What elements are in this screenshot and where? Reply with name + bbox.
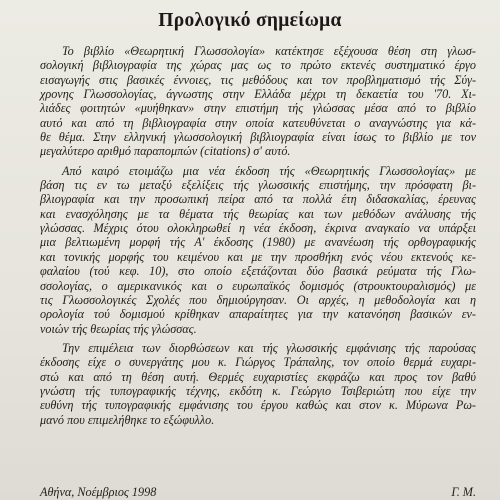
text-line: και ενασχόλησης με τα θέματα τής θεωρίας και των μεθόδων ανάλυσης τής	[40, 206, 476, 221]
text-line: εισαγωγής στις βασικές έννοιες, τις μεθόδους και τον προβληματισμό τής Σύγ-	[40, 72, 476, 87]
text-line: Το βιβλίο «Θεωρητική Γλωσσολογία» κατέκτησε εξέχουσα θέση στη γλωσ-	[62, 44, 476, 58]
text-line: μεγαλύτερο αριθμό παραπομπών (citations) σ' αυτό.	[40, 144, 291, 159]
text-line: ορολογία τού δομισμού κρίθηκαν απαραίτητες για την κατανόηση βασικών εν-	[40, 307, 476, 322]
text-line: τις Γλωσσολογικές Σχολές που δημιούργησαν. Οι αρχές, η μεθοδολογία και η	[40, 292, 476, 307]
text-line: έκδοσης είχε ο συνεργάτης μου κ. Γιώργος Τράπαλης, τον οποίο θερμά ευχαρι-	[40, 355, 476, 370]
text-line: στώ και από τη θέση αυτή. Θερμές ευχαριστίες εκφράζω και προς τον βαθύ	[40, 369, 476, 384]
text-line: χρονης Γλωσσολογίας, άγνωστης στην Ελλάδα μέχρι τη δεκαετία του '70. Χι-	[40, 87, 476, 102]
paragraph-2	[40, 164, 476, 336]
text-line: Την επιμέλεια των διορθώσεων και τής γλωσσικής εμφάνισης τής παρούσας	[62, 340, 476, 355]
paragraph-1	[40, 44, 476, 159]
text-line: βάση τις εν τω μεταξύ εξελίξεις τής γλωσσικής επιστήμης, την πρόσφατη βι-	[40, 178, 476, 193]
text-line: σολογική βιβλιογραφία της χώρας μας ως το πρώτο εκτενές συστηματικό έργο	[40, 58, 476, 73]
text-line: μανό που επιμελήθηκε το εξώφυλλο.	[40, 412, 215, 427]
text-line: βλιογραφία και την προσωπική πείρα από τα πολλά έτη διδασκαλίας, έρευνας	[40, 192, 476, 207]
text-line: γλώσσας. Μέχρις ότου ολοκληρωθεί η νέα έκδοση, έκρινα αναγκαίο να υπάρξει	[40, 221, 476, 236]
paragraph-3	[40, 341, 476, 427]
signature-footer	[40, 485, 476, 500]
text-line: φαλαίου (τού κεφ. 10), στο οποίο εξετάζονται δύο βασικά ρεύματα τής Γλω-	[40, 264, 476, 279]
place-date: Αθήνα, Νοέμβριος 1998	[40, 485, 157, 499]
text-line: θε θέμα. Στην ελληνική γλωσσολογική βιβλιογραφία είναι ίσως το βιβλίο με τον	[40, 130, 476, 145]
text-line: λιάδες φοιτητών «μυήθηκαν» στην επιστήμη τής γλώσσας μέσα από το βιβλίο	[40, 101, 476, 116]
text-line: αυτό και από τη βιβλιογραφία στην οποία κατευθύνεται ο αναγνώστης για κά-	[40, 115, 476, 130]
text-line: και τονικής μορφής του κειμένου και με την προσθήκη ενός νέου εκτενούς κε-	[40, 249, 476, 264]
text-line: μια βελτιωμένη μορφή τής Α' έκδοσης (1980) με ανανέωση τής ορθογραφικής	[40, 235, 476, 250]
text-line: Από καιρό ετοιμάζω μια νέα έκδοση τής «Θεωρητικής Γλωσσολογίας» με	[62, 163, 476, 178]
text-line: σσολογίας, ο αμερικανικός και ο ευρωπαϊκός δομισμός (στρουκτουραλισμός) με	[40, 278, 476, 293]
text-line: νοιών τής θεωρίας τής γλώσσας.	[40, 321, 197, 336]
preface-body	[40, 44, 476, 427]
text-line: ευθύνη τής τυπογραφικής εμφάνισης του έργου καθώς και στον κ. Μύρωνα Ρω-	[40, 398, 476, 413]
page-title: Προλογικό σημείωμα	[158, 10, 342, 31]
author-initials: Γ. Μ.	[451, 485, 476, 499]
text-line: γνώστη τής τυπογραφικής τέχνης, εκδότη κ. Γεώργιο Τσιβεριώτη που είχε την	[40, 383, 476, 398]
